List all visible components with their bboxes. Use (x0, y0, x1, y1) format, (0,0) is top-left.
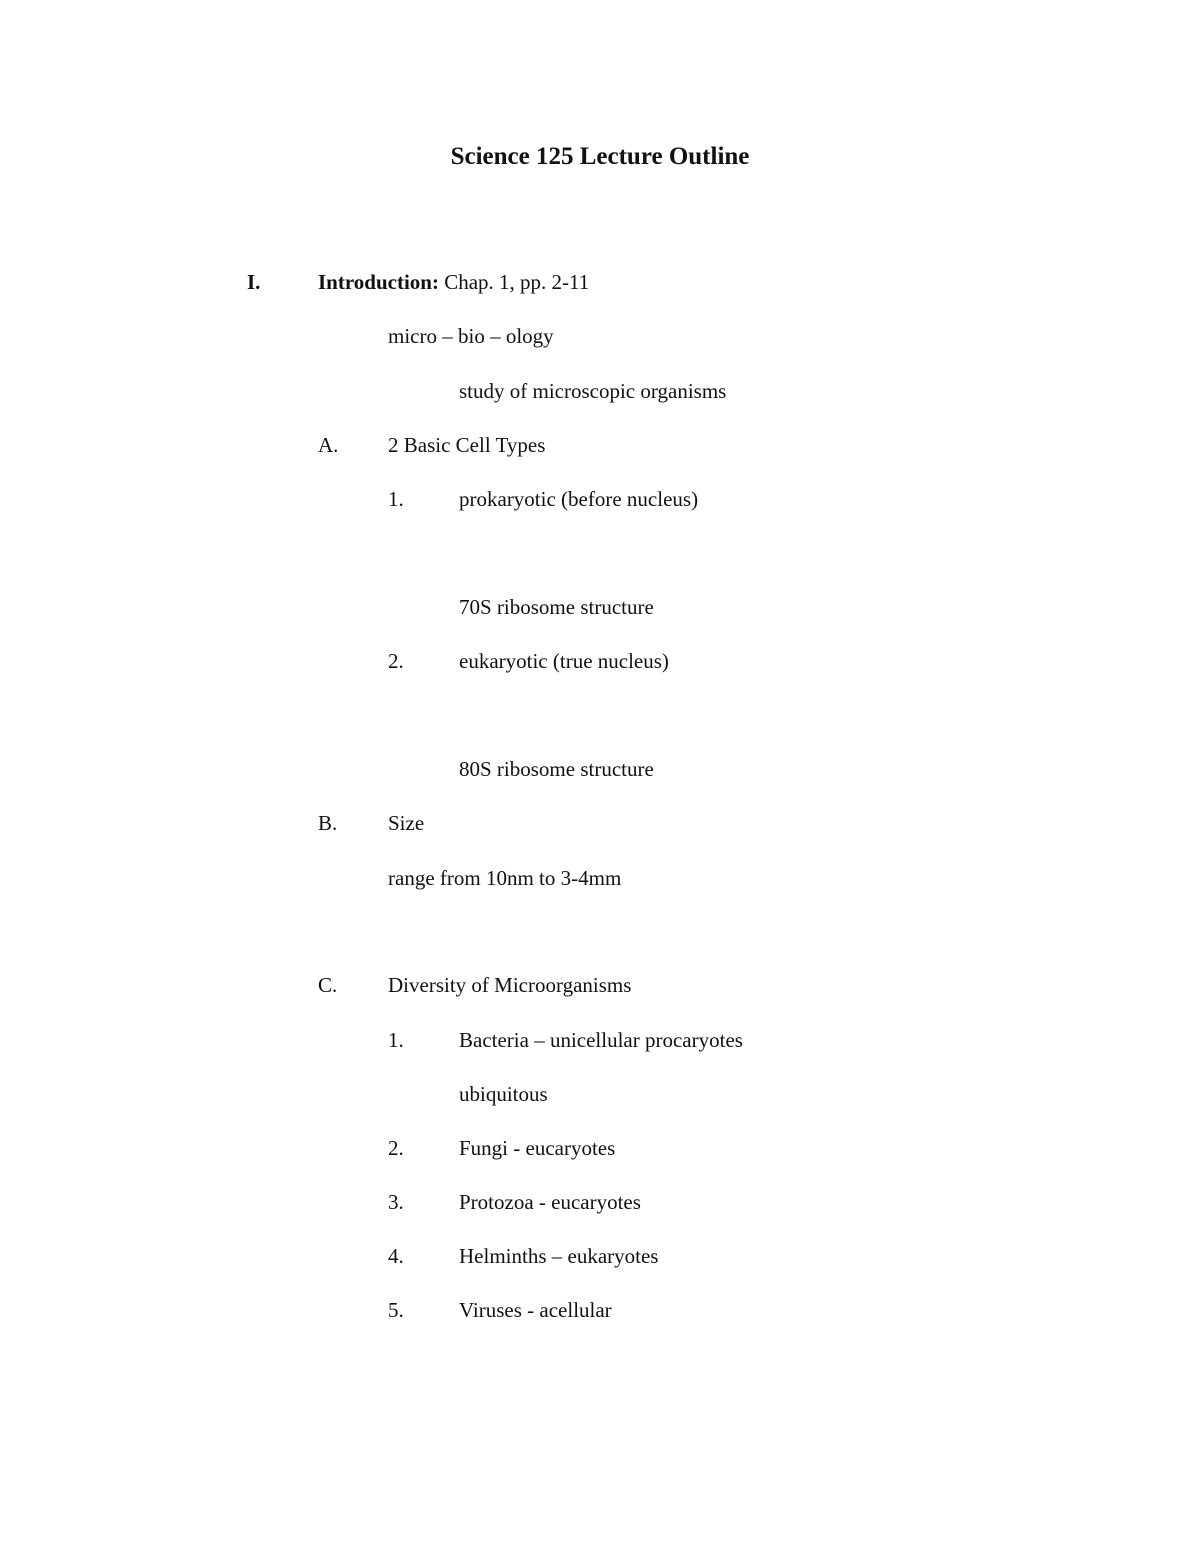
section-i-reference: Chap. 1, pp. 2-11 (444, 270, 590, 294)
list-item-marker: 5. (388, 1298, 404, 1322)
section-i-heading-line (318, 268, 589, 296)
list-item-text: Protozoa - eucaryotes (459, 1190, 641, 1214)
section-i-heading: Introduction: (318, 270, 439, 294)
list-item-text: eukaryotic (true nucleus) (459, 649, 669, 673)
subsection-a-marker: A. (318, 433, 339, 457)
section-i-marker: I. (247, 270, 261, 294)
list-item-text: Fungi - eucaryotes (459, 1136, 616, 1160)
subsection-b-marker: B. (318, 811, 338, 835)
subsection-b-heading: Size (388, 811, 425, 835)
list-item-marker: 2. (388, 1136, 404, 1160)
subsection-a-heading: 2 Basic Cell Types (388, 433, 546, 457)
list-item-text: Viruses - acellular (459, 1298, 612, 1322)
subsection-c-heading: Diversity of Microorganisms (388, 973, 632, 997)
list-item-text: prokaryotic (before nucleus) (459, 487, 699, 511)
page-title: Science 125 Lecture Outline (450, 143, 750, 170)
subsection-c-marker: C. (318, 973, 338, 997)
list-item-marker: 4. (388, 1244, 404, 1268)
list-item-marker: 3. (388, 1190, 404, 1214)
definition-text: study of microscopic organisms (459, 379, 727, 403)
list-item-marker: 2. (388, 649, 404, 673)
list-item-note: 70S ribosome structure (459, 595, 654, 619)
list-item-marker: 1. (388, 1028, 404, 1052)
list-item-text: Bacteria – unicellular procaryotes (459, 1028, 743, 1052)
list-item-note: ubiquitous (459, 1082, 548, 1106)
etymology-text: micro – bio – ology (388, 324, 554, 348)
list-item-note: 80S ribosome structure (459, 757, 654, 781)
size-range-text: range from 10nm to 3-4mm (388, 866, 622, 890)
list-item-text: Helminths – eukaryotes (459, 1244, 659, 1268)
list-item-marker: 1. (388, 487, 404, 511)
